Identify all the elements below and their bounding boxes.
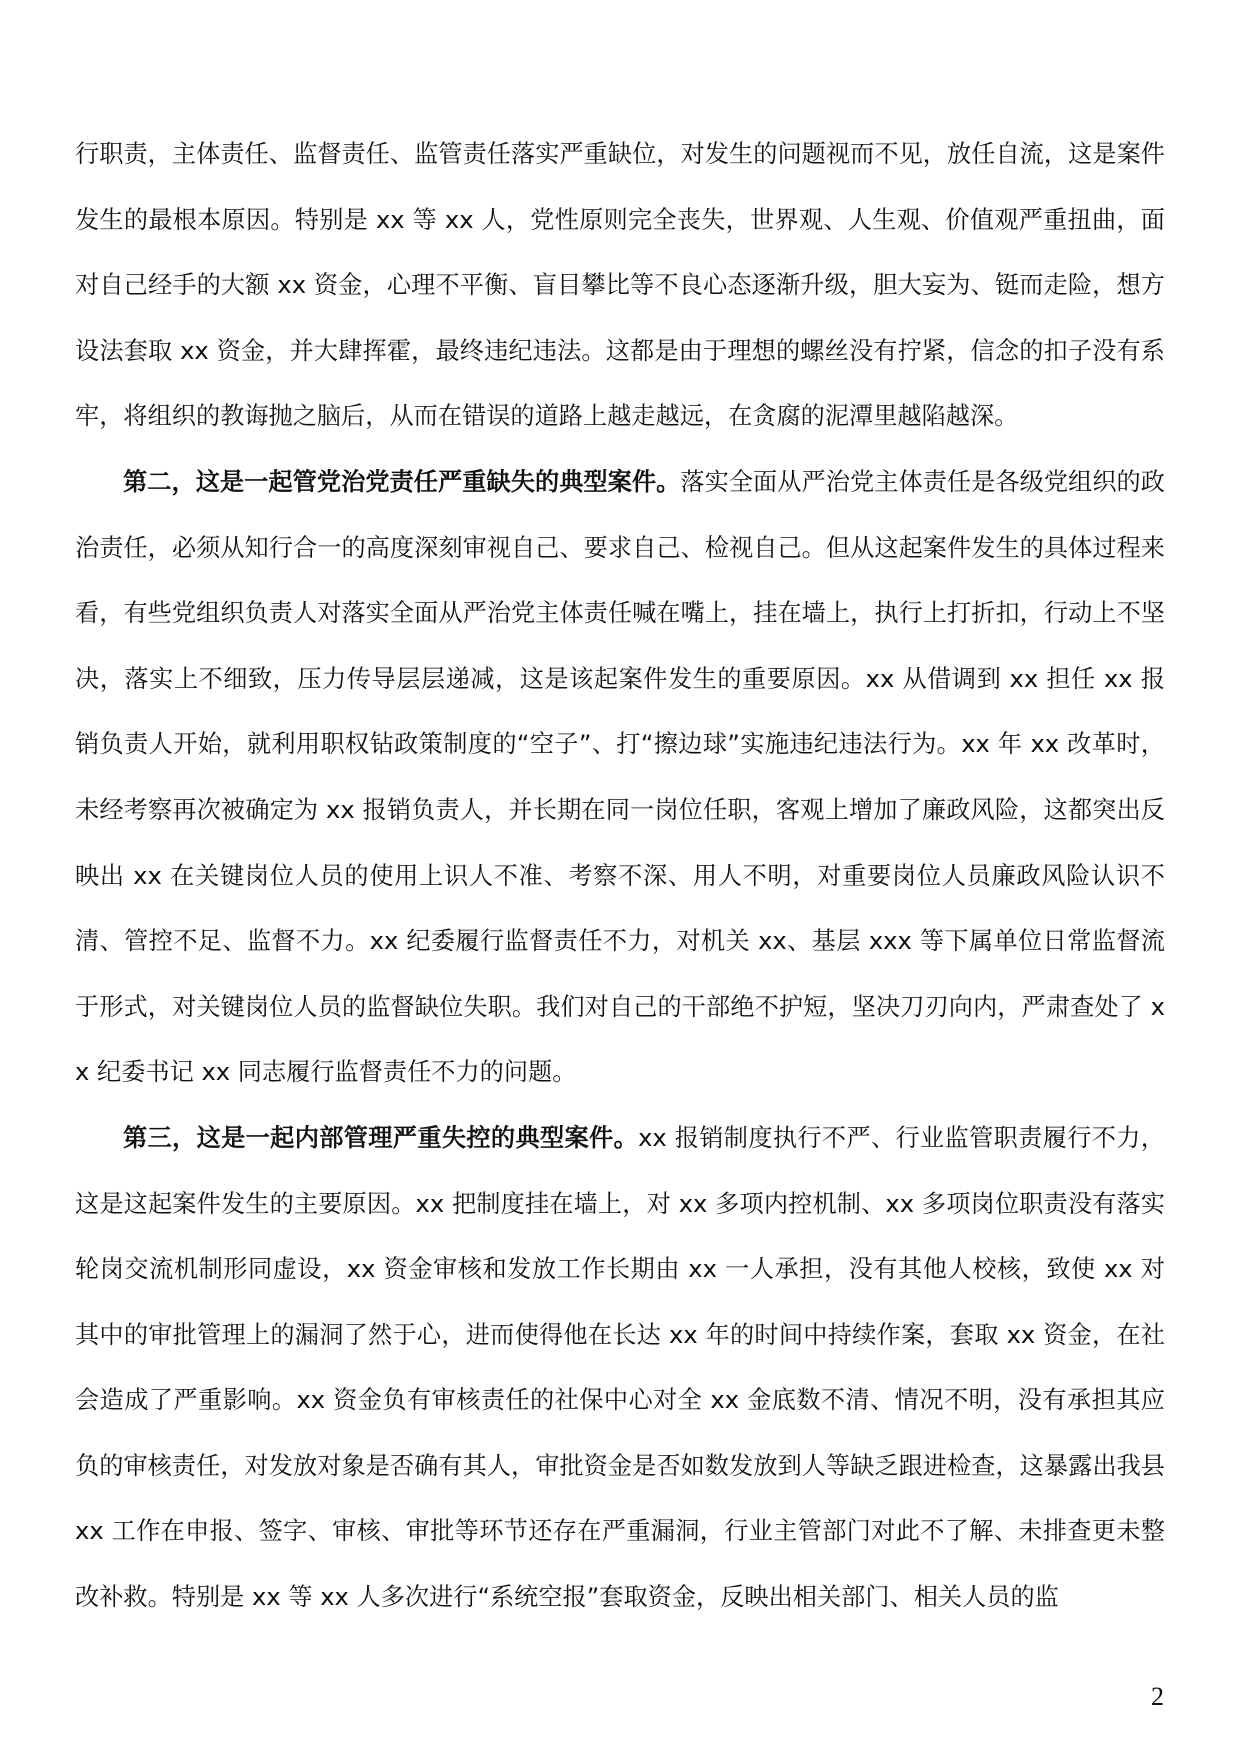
paragraph-body: 行职责，主体责任、监督责任、监管责任落实严重缺位，对发生的问题视而不见，放任自流，这是案件发生的最根本原因。特别是 xx 等 xx 人，党性原则完全丧失，世界观、人生观、价值观严重扭曲，面对自己经手的大额 xx 资金，心理不平衡、盲目攀比等不良心态逐渐升级，胆大妄为、铤而走险，想方设法套取 xx 资金，并大肆挥霍，最终违纪违法。这都是由于理想的螺丝没有拧紧，信念的扣子没有系牢，将组织的教诲抛之脑后，从而在错误的道路上越走越远，在贪腐的泥潭里越陷越深。	[75, 140, 1165, 431]
paragraph-continued	[75, 122, 1165, 450]
document-page	[75, 122, 1165, 1631]
page-number: 2	[1151, 1682, 1164, 1711]
paragraph-heading: 第二，这是一起管党治党责任严重缺失的典型案件。	[123, 467, 681, 496]
paragraph-body: 落实全面从严治党主体责任是各级党组织的政治责任，必须从知行合一的高度深刻审视自己、要求自己、检视自己。但从这起案件发生的具体过程来看，有些党组织负责人对落实全面从严治党主体责任喊在嘴上，挂在墙上，执行上打折扣，行动上不坚决，落实上不细致，压力传导层层递减，这是该起案件发生的重要原因。xx 从借调到 xx 担任 xx 报销负责人开始，就利用职权钻政策制度的“空子”、打“擦边球”实施违纪违法行为。xx 年 xx 改革时，未经考察再次被确定为 xx 报销负责人，并长期在同一岗位任职，客观上增加了廉政风险，这都突出反映出 xx 在关键岗位人员的使用上识人不准、考察不深、用人不明，对重要岗位人员廉政风险认识不清、管控不足、监督不力。xx 纪委履行监督责任不力，对机关 xx、基层 xxx 等下属单位日常监督流于形式，对关键岗位人员的监督缺位失职。我们对自己的干部绝不护短，坚决刀刃向内，严肃查处了 xx 纪委书记 xx 同志履行监督责任不力的问题。	[75, 467, 1165, 1087]
paragraph-body: xx 报销制度执行不严、行业监管职责履行不力，这是这起案件发生的主要原因。xx 把制度挂在墙上，对 xx 多项内控机制、xx 多项岗位职责没有落实轮岗交流机制形同虚设，xx 资金审核和发放工作长期由 xx 一人承担，没有其他人校核，致使 xx 对其中的审批管理上的漏洞了然于心，进而使得他在长达 xx 年的时间中持续作案，套取 xx 资金，在社会造成了严重影响。xx 资金负有审核责任的社保中心对全 xx 金底数不清、情况不明，没有承担其应负的审核责任，对发放对象是否确有其人，审批资金是否如数发放到人等缺乏跟进检查，这暴露出我县 xx 工作在申报、签字、审核、审批等环节还存在严重漏洞，行业主管部门对此不了解、未排查更未整改补救。特别是 xx 等 xx 人多次进行“系统空报”套取资金，反映出相关部门、相关人员的监	[75, 1123, 1165, 1612]
paragraph-point-three	[75, 1106, 1165, 1631]
paragraph-point-two	[75, 450, 1165, 1106]
paragraph-heading: 第三，这是一起内部管理严重失控的典型案件。	[123, 1123, 639, 1152]
